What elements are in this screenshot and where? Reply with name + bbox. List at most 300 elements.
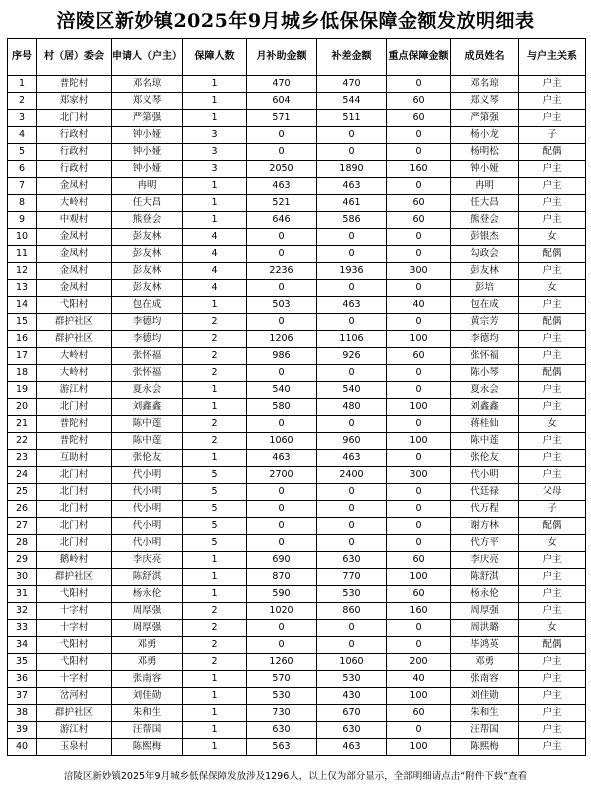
table-row <box>8 433 586 450</box>
cell-difference-amount: 0 <box>317 620 387 637</box>
cell-member-name: 周厚强 <box>451 603 519 620</box>
cell-applicant: 钟小娅 <box>112 161 183 178</box>
cell-village: 弋阳村 <box>37 637 112 654</box>
cell-village: 大岭村 <box>37 195 112 212</box>
cell-difference-amount: 461 <box>317 195 387 212</box>
payment-table <box>7 38 586 756</box>
cell-applicant: 张南容 <box>112 671 183 688</box>
cell-key-support-amount: 160 <box>387 161 451 178</box>
table-row <box>8 569 586 586</box>
cell-monthly-amount: 1060 <box>247 433 317 450</box>
cell-relation: 户主 <box>519 195 586 212</box>
cell-difference-amount: 0 <box>317 144 387 161</box>
cell-monthly-amount: 0 <box>247 144 317 161</box>
cell-index: 11 <box>8 246 37 263</box>
cell-relation: 户主 <box>519 467 586 484</box>
cell-monthly-amount: 590 <box>247 586 317 603</box>
cell-applicant: 钟小娅 <box>112 127 183 144</box>
cell-people-count: 1 <box>183 195 247 212</box>
cell-people-count: 1 <box>183 110 247 127</box>
cell-village: 郑家村 <box>37 93 112 110</box>
cell-village: 普陀村 <box>37 416 112 433</box>
table-row <box>8 246 586 263</box>
cell-key-support-amount: 0 <box>387 382 451 399</box>
cell-key-support-amount: 0 <box>387 637 451 654</box>
table-row <box>8 552 586 569</box>
cell-key-support-amount: 60 <box>387 195 451 212</box>
cell-applicant: 郑义琴 <box>112 93 183 110</box>
cell-difference-amount: 544 <box>317 93 387 110</box>
cell-village: 游江村 <box>37 722 112 739</box>
cell-monthly-amount: 870 <box>247 569 317 586</box>
cell-index: 4 <box>8 127 37 144</box>
cell-key-support-amount: 40 <box>387 297 451 314</box>
cell-relation: 配偶 <box>519 314 586 331</box>
cell-monthly-amount: 521 <box>247 195 317 212</box>
cell-applicant: 陈中莲 <box>112 416 183 433</box>
cell-applicant: 陈中莲 <box>112 433 183 450</box>
cell-applicant: 邓勇 <box>112 637 183 654</box>
cell-applicant: 陈舒淇 <box>112 569 183 586</box>
cell-monthly-amount: 2700 <box>247 467 317 484</box>
cell-index: 16 <box>8 331 37 348</box>
cell-difference-amount: 0 <box>317 637 387 654</box>
cell-index: 26 <box>8 501 37 518</box>
cell-member-name: 郑义琴 <box>451 93 519 110</box>
cell-monthly-amount: 0 <box>247 518 317 535</box>
cell-people-count: 1 <box>183 722 247 739</box>
cell-key-support-amount: 100 <box>387 739 451 756</box>
cell-relation: 子 <box>519 127 586 144</box>
col-header-member-name: 成员姓名 <box>451 39 519 76</box>
cell-difference-amount: 0 <box>317 484 387 501</box>
cell-village: 群护社区 <box>37 569 112 586</box>
cell-monthly-amount: 0 <box>247 501 317 518</box>
cell-member-name: 杨永伦 <box>451 586 519 603</box>
cell-difference-amount: 1060 <box>317 654 387 671</box>
cell-index: 30 <box>8 569 37 586</box>
table-row <box>8 603 586 620</box>
cell-relation: 户主 <box>519 382 586 399</box>
cell-applicant: 任大昌 <box>112 195 183 212</box>
cell-relation: 户主 <box>519 722 586 739</box>
cell-applicant: 代小明 <box>112 501 183 518</box>
table-row <box>8 484 586 501</box>
cell-member-name: 熊登会 <box>451 212 519 229</box>
cell-index: 22 <box>8 433 37 450</box>
cell-people-count: 1 <box>183 569 247 586</box>
cell-difference-amount: 0 <box>317 229 387 246</box>
cell-village: 北门村 <box>37 501 112 518</box>
cell-applicant: 夏永会 <box>112 382 183 399</box>
cell-key-support-amount: 300 <box>387 263 451 280</box>
cell-difference-amount: 530 <box>317 586 387 603</box>
cell-index: 36 <box>8 671 37 688</box>
cell-index: 28 <box>8 535 37 552</box>
cell-monthly-amount: 0 <box>247 620 317 637</box>
cell-index: 20 <box>8 399 37 416</box>
table-row <box>8 518 586 535</box>
cell-member-name: 陈中莲 <box>451 433 519 450</box>
cell-member-name: 代廷禄 <box>451 484 519 501</box>
cell-relation: 女 <box>519 535 586 552</box>
cell-member-name: 陈熙梅 <box>451 739 519 756</box>
cell-key-support-amount: 0 <box>387 246 451 263</box>
cell-key-support-amount: 100 <box>387 569 451 586</box>
cell-key-support-amount: 300 <box>387 467 451 484</box>
cell-applicant: 汪帮国 <box>112 722 183 739</box>
cell-key-support-amount: 60 <box>387 705 451 722</box>
cell-relation: 户主 <box>519 331 586 348</box>
cell-people-count: 5 <box>183 484 247 501</box>
cell-difference-amount: 470 <box>317 76 387 93</box>
cell-index: 31 <box>8 586 37 603</box>
cell-applicant: 彭友林 <box>112 280 183 297</box>
cell-index: 14 <box>8 297 37 314</box>
cell-people-count: 2 <box>183 603 247 620</box>
cell-applicant: 杨永伦 <box>112 586 183 603</box>
cell-relation: 户主 <box>519 212 586 229</box>
cell-relation: 父母 <box>519 484 586 501</box>
table-row <box>8 654 586 671</box>
cell-applicant: 张伦友 <box>112 450 183 467</box>
cell-people-count: 3 <box>183 127 247 144</box>
cell-people-count: 2 <box>183 416 247 433</box>
cell-village: 弋阳村 <box>37 586 112 603</box>
cell-applicant: 熊登会 <box>112 212 183 229</box>
cell-key-support-amount: 0 <box>387 722 451 739</box>
cell-people-count: 1 <box>183 552 247 569</box>
cell-people-count: 2 <box>183 637 247 654</box>
cell-key-support-amount: 60 <box>387 348 451 365</box>
cell-village: 普陀村 <box>37 433 112 450</box>
cell-difference-amount: 0 <box>317 246 387 263</box>
cell-people-count: 4 <box>183 263 247 280</box>
cell-index: 18 <box>8 365 37 382</box>
cell-people-count: 3 <box>183 161 247 178</box>
table-row <box>8 314 586 331</box>
cell-index: 34 <box>8 637 37 654</box>
cell-member-name: 彭培 <box>451 280 519 297</box>
table-row <box>8 331 586 348</box>
cell-relation: 户主 <box>519 178 586 195</box>
cell-village: 金凤村 <box>37 263 112 280</box>
cell-difference-amount: 463 <box>317 739 387 756</box>
cell-key-support-amount: 0 <box>387 484 451 501</box>
table-row <box>8 229 586 246</box>
col-header-village: 村（居）委会 <box>37 39 112 76</box>
table-row <box>8 416 586 433</box>
cell-village: 中观村 <box>37 212 112 229</box>
cell-applicant: 代小明 <box>112 535 183 552</box>
cell-index: 24 <box>8 467 37 484</box>
table-row <box>8 161 586 178</box>
cell-applicant: 李庆亮 <box>112 552 183 569</box>
cell-people-count: 1 <box>183 212 247 229</box>
footer-note: 涪陵区新妙镇2025年9月城乡低保保障发放涉及1296人，以上仅为部分显示，全部明细请点击“附件下载”查看 <box>63 771 528 782</box>
table-row <box>8 144 586 161</box>
cell-applicant: 冉明 <box>112 178 183 195</box>
cell-relation: 户主 <box>519 76 586 93</box>
cell-village: 游江村 <box>37 382 112 399</box>
cell-monthly-amount: 0 <box>247 484 317 501</box>
cell-difference-amount: 0 <box>317 518 387 535</box>
cell-people-count: 4 <box>183 246 247 263</box>
cell-monthly-amount: 0 <box>247 246 317 263</box>
cell-key-support-amount: 60 <box>387 552 451 569</box>
cell-monthly-amount: 503 <box>247 297 317 314</box>
cell-applicant: 代小明 <box>112 484 183 501</box>
cell-village: 岔河村 <box>37 688 112 705</box>
cell-applicant: 代小明 <box>112 467 183 484</box>
cell-index: 7 <box>8 178 37 195</box>
cell-index: 1 <box>8 76 37 93</box>
cell-member-name: 任大昌 <box>451 195 519 212</box>
cell-people-count: 4 <box>183 280 247 297</box>
cell-key-support-amount: 0 <box>387 76 451 93</box>
cell-index: 27 <box>8 518 37 535</box>
cell-member-name: 李庆亮 <box>451 552 519 569</box>
cell-people-count: 2 <box>183 331 247 348</box>
cell-relation: 户主 <box>519 586 586 603</box>
cell-key-support-amount: 100 <box>387 331 451 348</box>
cell-member-name: 代小明 <box>451 467 519 484</box>
cell-relation: 户主 <box>519 450 586 467</box>
cell-relation: 女 <box>519 620 586 637</box>
cell-difference-amount: 926 <box>317 348 387 365</box>
cell-difference-amount: 0 <box>317 535 387 552</box>
cell-relation: 女 <box>519 229 586 246</box>
cell-people-count: 5 <box>183 501 247 518</box>
cell-monthly-amount: 0 <box>247 416 317 433</box>
cell-monthly-amount: 463 <box>247 178 317 195</box>
cell-key-support-amount: 60 <box>387 586 451 603</box>
cell-index: 35 <box>8 654 37 671</box>
cell-relation: 户主 <box>519 399 586 416</box>
cell-member-name: 冉明 <box>451 178 519 195</box>
cell-member-name: 严第强 <box>451 110 519 127</box>
cell-applicant: 张怀福 <box>112 365 183 382</box>
cell-village: 群护社区 <box>37 314 112 331</box>
cell-relation: 配偶 <box>519 365 586 382</box>
cell-index: 39 <box>8 722 37 739</box>
cell-index: 15 <box>8 314 37 331</box>
cell-index: 6 <box>8 161 37 178</box>
cell-people-count: 1 <box>183 671 247 688</box>
cell-monthly-amount: 730 <box>247 705 317 722</box>
cell-people-count: 1 <box>183 688 247 705</box>
cell-monthly-amount: 570 <box>247 671 317 688</box>
cell-index: 29 <box>8 552 37 569</box>
table-row <box>8 739 586 756</box>
cell-people-count: 1 <box>183 739 247 756</box>
cell-index: 3 <box>8 110 37 127</box>
cell-index: 10 <box>8 229 37 246</box>
cell-monthly-amount: 0 <box>247 280 317 297</box>
cell-applicant: 周厚强 <box>112 603 183 620</box>
cell-monthly-amount: 0 <box>247 637 317 654</box>
cell-difference-amount: 630 <box>317 722 387 739</box>
cell-member-name: 夏永会 <box>451 382 519 399</box>
cell-key-support-amount: 0 <box>387 518 451 535</box>
col-header-applicant: 申请人（户主） <box>112 39 183 76</box>
cell-index: 9 <box>8 212 37 229</box>
cell-difference-amount: 1936 <box>317 263 387 280</box>
cell-key-support-amount: 60 <box>387 110 451 127</box>
cell-monthly-amount: 630 <box>247 722 317 739</box>
cell-monthly-amount: 1206 <box>247 331 317 348</box>
cell-difference-amount: 463 <box>317 450 387 467</box>
cell-member-name: 陈小琴 <box>451 365 519 382</box>
cell-monthly-amount: 604 <box>247 93 317 110</box>
cell-monthly-amount: 0 <box>247 229 317 246</box>
cell-difference-amount: 0 <box>317 280 387 297</box>
cell-people-count: 1 <box>183 76 247 93</box>
cell-monthly-amount: 0 <box>247 535 317 552</box>
cell-difference-amount: 511 <box>317 110 387 127</box>
cell-relation: 户主 <box>519 569 586 586</box>
cell-difference-amount: 860 <box>317 603 387 620</box>
cell-village: 弋阳村 <box>37 297 112 314</box>
cell-member-name: 张怀福 <box>451 348 519 365</box>
col-header-people-count: 保障人数 <box>183 39 247 76</box>
cell-difference-amount: 0 <box>317 314 387 331</box>
cell-applicant: 张怀福 <box>112 348 183 365</box>
cell-difference-amount: 670 <box>317 705 387 722</box>
cell-relation: 配偶 <box>519 637 586 654</box>
cell-member-name: 毕鸿英 <box>451 637 519 654</box>
cell-applicant: 周厚强 <box>112 620 183 637</box>
cell-member-name: 谢方林 <box>451 518 519 535</box>
cell-index: 40 <box>8 739 37 756</box>
cell-applicant: 邓勇 <box>112 654 183 671</box>
cell-applicant: 朱和生 <box>112 705 183 722</box>
cell-key-support-amount: 0 <box>387 501 451 518</box>
table-row <box>8 365 586 382</box>
cell-village: 互助村 <box>37 450 112 467</box>
cell-member-name: 杨明松 <box>451 144 519 161</box>
cell-monthly-amount: 540 <box>247 382 317 399</box>
cell-monthly-amount: 1020 <box>247 603 317 620</box>
cell-applicant: 李德均 <box>112 314 183 331</box>
table-row <box>8 705 586 722</box>
cell-people-count: 2 <box>183 314 247 331</box>
cell-member-name: 张南容 <box>451 671 519 688</box>
cell-village: 行政村 <box>37 144 112 161</box>
cell-relation: 女 <box>519 416 586 433</box>
table-row <box>8 178 586 195</box>
cell-monthly-amount: 986 <box>247 348 317 365</box>
cell-member-name: 钟小娅 <box>451 161 519 178</box>
cell-member-name: 黄宗芳 <box>451 314 519 331</box>
cell-monthly-amount: 0 <box>247 127 317 144</box>
cell-member-name: 刘佳勋 <box>451 688 519 705</box>
cell-index: 21 <box>8 416 37 433</box>
cell-applicant: 陈熙梅 <box>112 739 183 756</box>
col-header-monthly-amount: 月补助金额 <box>247 39 317 76</box>
cell-index: 33 <box>8 620 37 637</box>
cell-people-count: 5 <box>183 518 247 535</box>
cell-index: 32 <box>8 603 37 620</box>
col-header-relation: 与户主关系 <box>519 39 586 76</box>
cell-people-count: 1 <box>183 382 247 399</box>
cell-applicant: 刘佳勋 <box>112 688 183 705</box>
cell-member-name: 张伦友 <box>451 450 519 467</box>
cell-people-count: 2 <box>183 348 247 365</box>
cell-people-count: 1 <box>183 93 247 110</box>
cell-member-name: 蒋桂仙 <box>451 416 519 433</box>
cell-relation: 户主 <box>519 297 586 314</box>
cell-village: 普陀村 <box>37 76 112 93</box>
cell-relation: 户主 <box>519 603 586 620</box>
cell-index: 23 <box>8 450 37 467</box>
table-row <box>8 195 586 212</box>
cell-relation: 户主 <box>519 688 586 705</box>
table-row <box>8 671 586 688</box>
cell-index: 37 <box>8 688 37 705</box>
cell-index: 25 <box>8 484 37 501</box>
cell-village: 北门村 <box>37 110 112 127</box>
cell-village: 弋阳村 <box>37 654 112 671</box>
cell-monthly-amount: 571 <box>247 110 317 127</box>
cell-relation: 女 <box>519 280 586 297</box>
cell-applicant: 包在成 <box>112 297 183 314</box>
cell-index: 13 <box>8 280 37 297</box>
col-header-difference-amount: 补差金额 <box>317 39 387 76</box>
cell-difference-amount: 0 <box>317 416 387 433</box>
cell-key-support-amount: 160 <box>387 603 451 620</box>
cell-monthly-amount: 470 <box>247 76 317 93</box>
cell-applicant: 李德均 <box>112 331 183 348</box>
cell-difference-amount: 540 <box>317 382 387 399</box>
cell-member-name: 杨小龙 <box>451 127 519 144</box>
table-row <box>8 467 586 484</box>
cell-relation: 户主 <box>519 705 586 722</box>
cell-index: 8 <box>8 195 37 212</box>
cell-key-support-amount: 0 <box>387 535 451 552</box>
cell-difference-amount: 463 <box>317 178 387 195</box>
cell-relation: 户主 <box>519 263 586 280</box>
cell-relation: 户主 <box>519 110 586 127</box>
cell-key-support-amount: 0 <box>387 178 451 195</box>
cell-applicant: 彭友林 <box>112 263 183 280</box>
cell-relation: 户主 <box>519 93 586 110</box>
cell-applicant: 刘鑫鑫 <box>112 399 183 416</box>
cell-key-support-amount: 40 <box>387 671 451 688</box>
cell-people-count: 2 <box>183 433 247 450</box>
cell-difference-amount: 630 <box>317 552 387 569</box>
table-row <box>8 76 586 93</box>
cell-village: 北门村 <box>37 484 112 501</box>
cell-difference-amount: 480 <box>317 399 387 416</box>
cell-relation: 户主 <box>519 552 586 569</box>
cell-key-support-amount: 0 <box>387 450 451 467</box>
table-row <box>8 501 586 518</box>
cell-member-name: 代万程 <box>451 501 519 518</box>
table-row <box>8 586 586 603</box>
table-body <box>8 76 586 756</box>
cell-relation: 户主 <box>519 433 586 450</box>
cell-member-name: 彭友林 <box>451 263 519 280</box>
cell-monthly-amount: 0 <box>247 365 317 382</box>
cell-member-name: 周洪璐 <box>451 620 519 637</box>
cell-monthly-amount: 1260 <box>247 654 317 671</box>
cell-applicant: 邓名琼 <box>112 76 183 93</box>
cell-applicant: 严第强 <box>112 110 183 127</box>
cell-village: 玉泉村 <box>37 739 112 756</box>
cell-member-name: 包在成 <box>451 297 519 314</box>
cell-member-name: 陈舒淇 <box>451 569 519 586</box>
